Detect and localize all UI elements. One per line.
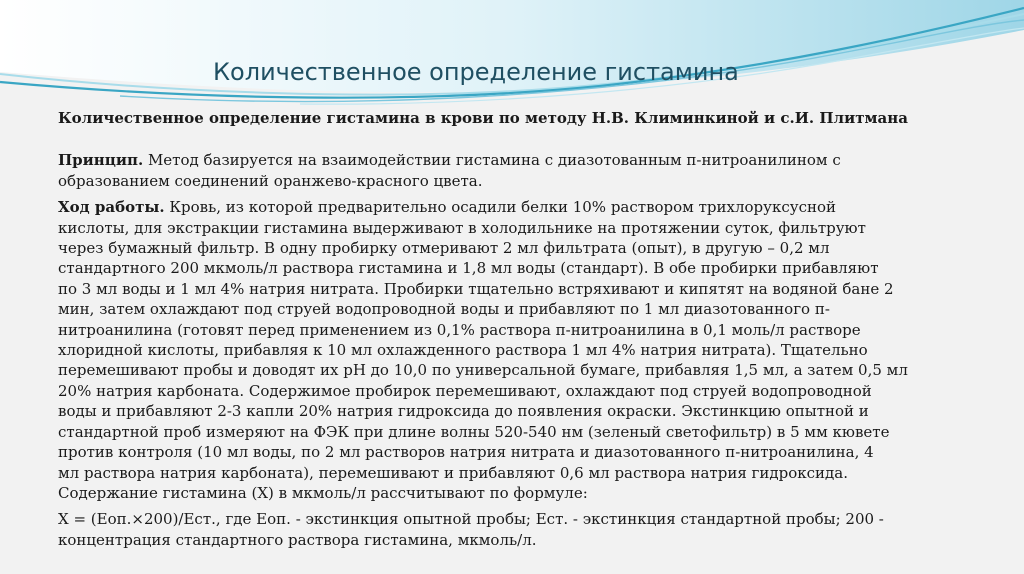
decorative-header-waves [0,0,1024,110]
procedure-line: воды и прибавляют 2-3 капли 20% натрия гидроксида до появления окраски. Экстинкцию опытной и [58,402,869,421]
procedure-label: Ход работы. [58,198,165,217]
principle-line: образованием соединений оранжево-красного цвета. [58,171,483,190]
procedure-line: против контроля (10 мл воды, по 2 мл растворов натрия нитрата и диазотованного п-нитроанилина, 4 [58,443,874,462]
procedure-line: 20% натрия карбоната. Содержимое пробирок перемешивают, охлаждают под струей водопроводной [58,381,872,400]
formula-paragraph [58,509,978,550]
formula-line: Х = (Еоп.×200)/Ест., где Еоп. - экстинкция опытной пробы; Ест. - экстинкция стандартной пробы; 200 - [58,510,884,529]
procedure-line: перемешивают пробы и доводят их pH до 10,0 по универсальной бумаге, прибавляя 1,5 мл, а затем 0,5 мл [58,361,908,380]
procedure-line: мл раствора натрия карбоната), перемешивают и прибавляют 0,6 мл раствора натрия гидроксида. [58,463,849,482]
formula-line: концентрация стандартного раствора гистамина, мкмоль/л. [58,530,537,549]
procedure-line: хлоридной кислоты, прибавляя к 10 мл охлажденного раствора 1 мл 4% натрия нитрата). Тщательно [58,341,868,360]
principle-paragraph [58,150,978,191]
slide-title: Количественное определение гистамина [213,58,739,86]
slide-subtitle: Количественное определение гистамина в крови по методу Н.В. Климинкиной и с.И. Плитмана [58,109,908,127]
procedure-line: стандартной проб измеряют на ФЭК при длине волны 520-540 нм (зеленый светофильтр) в 5 мм кювете [58,422,890,441]
principle-line: Принцип. Метод базируется на взаимодействии гистамина с диазотованным п-нитроанилином с [58,151,841,170]
principle-label: Принцип. [58,151,144,170]
procedure-line: стандартного 200 мкмоль/л раствора гистамина и 1,8 мл воды (стандарт). В обе пробирки прибавляют [58,259,879,278]
procedure-line: Содержание гистамина (Х) в мкмоль/л рассчитывают по формуле: [58,483,588,502]
slide-body [58,108,978,556]
procedure-line: нитроанилина (готовят перед применением из 0,1% раствора п-нитроанилина в 0,1 моль/л растворе [58,320,861,339]
procedure-line: Ход работы. Кровь, из которой предварительно осадили белки 10% раствором трихлоруксусной [58,198,836,217]
procedure-line: по 3 мл воды и 1 мл 4% натрия нитрата. Пробирки тщательно встряхивают и кипятят на водяной бане 2 [58,279,894,298]
procedure-paragraph [58,197,978,503]
procedure-line: через бумажный фильтр. В одну пробирку отмеривают 2 мл фильтрата (опыт), в другую – 0,2 мл [58,239,830,258]
procedure-line: мин, затем охлаждают под струей водопроводной воды и прибавляют по 1 мл диазотованного п- [58,300,830,319]
procedure-line: кислоты, для экстракции гистамина выдерживают в холодильнике на протяжении суток, фильтруют [58,218,866,237]
